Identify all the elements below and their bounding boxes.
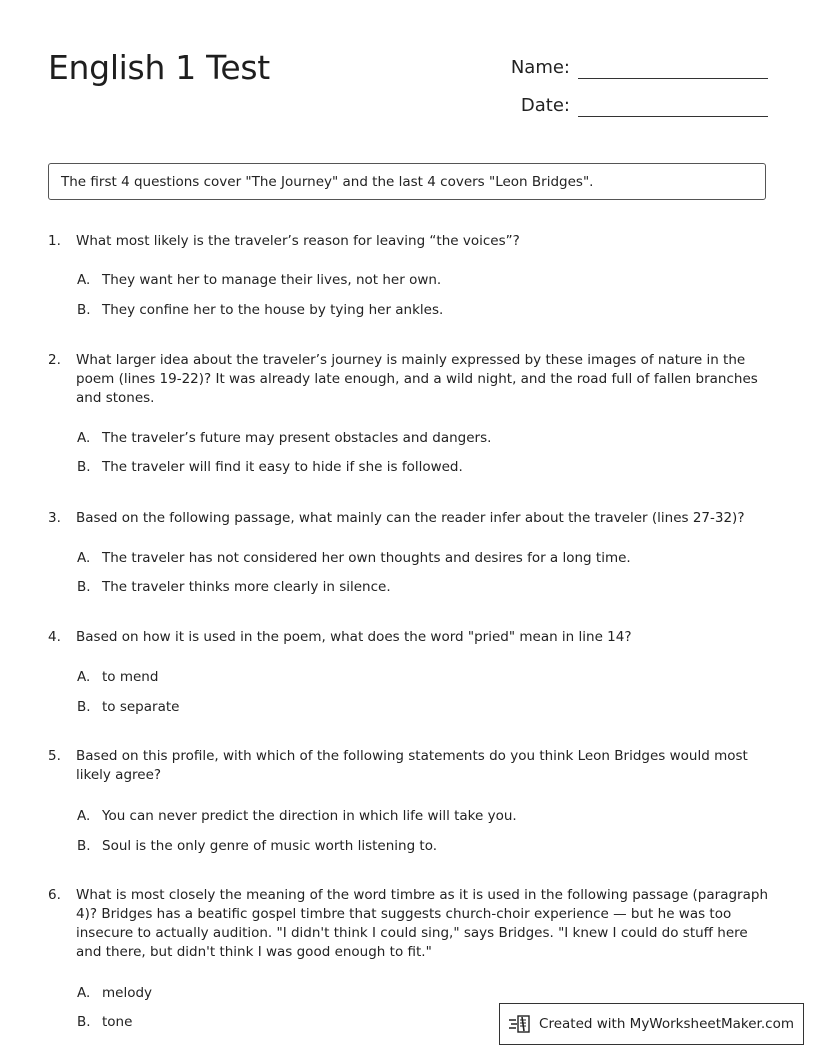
date-line[interactable]: [578, 90, 768, 117]
date-field: [430, 87, 768, 117]
name-line[interactable]: [578, 52, 768, 79]
choice-letter: B.: [77, 1014, 91, 1030]
choice-text: to separate: [102, 699, 180, 715]
question-text: Based on the following passage, what mainly can the reader infer about the traveler (lines 27-32)?: [76, 510, 745, 526]
worksheet-maker-logo-icon: [509, 1014, 531, 1034]
question-5-choice-b: [77, 837, 767, 856]
name-label: Name:: [510, 57, 570, 78]
question-5-choice-a: [77, 807, 767, 826]
question-4-choice-a: [77, 668, 767, 687]
choice-letter: B.: [77, 699, 91, 715]
question-number: 6.: [48, 887, 61, 903]
choice-letter: A.: [77, 430, 91, 446]
question-3: [48, 509, 768, 528]
choice-letter: A.: [77, 272, 91, 288]
choice-letter: A.: [77, 669, 91, 685]
choice-text: The traveler will find it easy to hide if she is followed.: [102, 459, 463, 475]
question-number: 3.: [48, 510, 61, 526]
question-number: 4.: [48, 629, 61, 645]
page-title: English 1 Test: [48, 48, 270, 87]
question-2-choice-b: [77, 458, 767, 477]
choice-text: They want her to manage their lives, not her own.: [102, 272, 442, 288]
question-number: 1.: [48, 233, 61, 249]
question-1: [48, 232, 768, 251]
choice-letter: B.: [77, 302, 91, 318]
instructions-box: The first 4 questions cover "The Journey" and the last 4 covers "Leon Bridges".: [48, 163, 766, 200]
choice-text: The traveler has not considered her own thoughts and desires for a long time.: [102, 550, 631, 566]
date-label: Date:: [520, 95, 570, 116]
choice-text: Soul is the only genre of music worth listening to.: [102, 838, 438, 854]
choice-letter: B.: [77, 579, 91, 595]
choice-text: tone: [102, 1014, 133, 1030]
question-text: What most likely is the traveler’s reason for leaving “the voices”?: [76, 233, 520, 249]
question-text: What is most closely the meaning of the word timbre as it is used in the following passage (paragraph 4)? Bridges has a beatific gospel timbre that suggests church-choir experience — but he was too insecure to actually audition. "I didn't think I could sing," says Bridges. "I knew I could do stuff here and there, but didn't think I was good enough to fit.": [76, 887, 768, 960]
choice-letter: B.: [77, 838, 91, 854]
question-6-choice-a: [77, 984, 767, 1003]
question-3-choice-b: [77, 578, 767, 597]
question-3-choice-a: [77, 549, 767, 568]
choice-text: to mend: [102, 669, 159, 685]
choice-letter: B.: [77, 459, 91, 475]
choice-text: They confine her to the house by tying her ankles.: [102, 302, 444, 318]
question-text: What larger idea about the traveler’s journey is mainly expressed by these images of nature in the poem (lines 19-22)? It was already late enough, and a wild night, and the road full of fallen branches and stones.: [76, 352, 758, 406]
choice-text: You can never predict the direction in which life will take you.: [102, 808, 517, 824]
question-5: [48, 747, 768, 785]
question-number: 2.: [48, 352, 61, 368]
question-text: Based on this profile, with which of the following statements do you think Leon Bridges would most likely agree?: [76, 748, 748, 783]
question-text: Based on how it is used in the poem, what does the word "pried" mean in line 14?: [76, 629, 632, 645]
choice-letter: A.: [77, 550, 91, 566]
created-with-badge[interactable]: [499, 1003, 804, 1045]
question-2: [48, 351, 768, 408]
choice-letter: A.: [77, 808, 91, 824]
question-1-choice-a: [77, 271, 767, 290]
question-6: [48, 886, 768, 962]
name-field: [430, 49, 768, 79]
choice-text: The traveler’s future may present obstacles and dangers.: [102, 430, 492, 446]
question-4-choice-b: [77, 698, 767, 717]
choice-text: melody: [102, 985, 153, 1001]
choice-text: The traveler thinks more clearly in silence.: [102, 579, 391, 595]
badge-text: Created with MyWorksheetMaker.com: [539, 1016, 794, 1032]
choice-letter: A.: [77, 985, 91, 1001]
question-2-choice-a: [77, 429, 767, 448]
question-4: [48, 628, 768, 647]
question-1-choice-b: [77, 301, 767, 320]
question-number: 5.: [48, 748, 61, 764]
